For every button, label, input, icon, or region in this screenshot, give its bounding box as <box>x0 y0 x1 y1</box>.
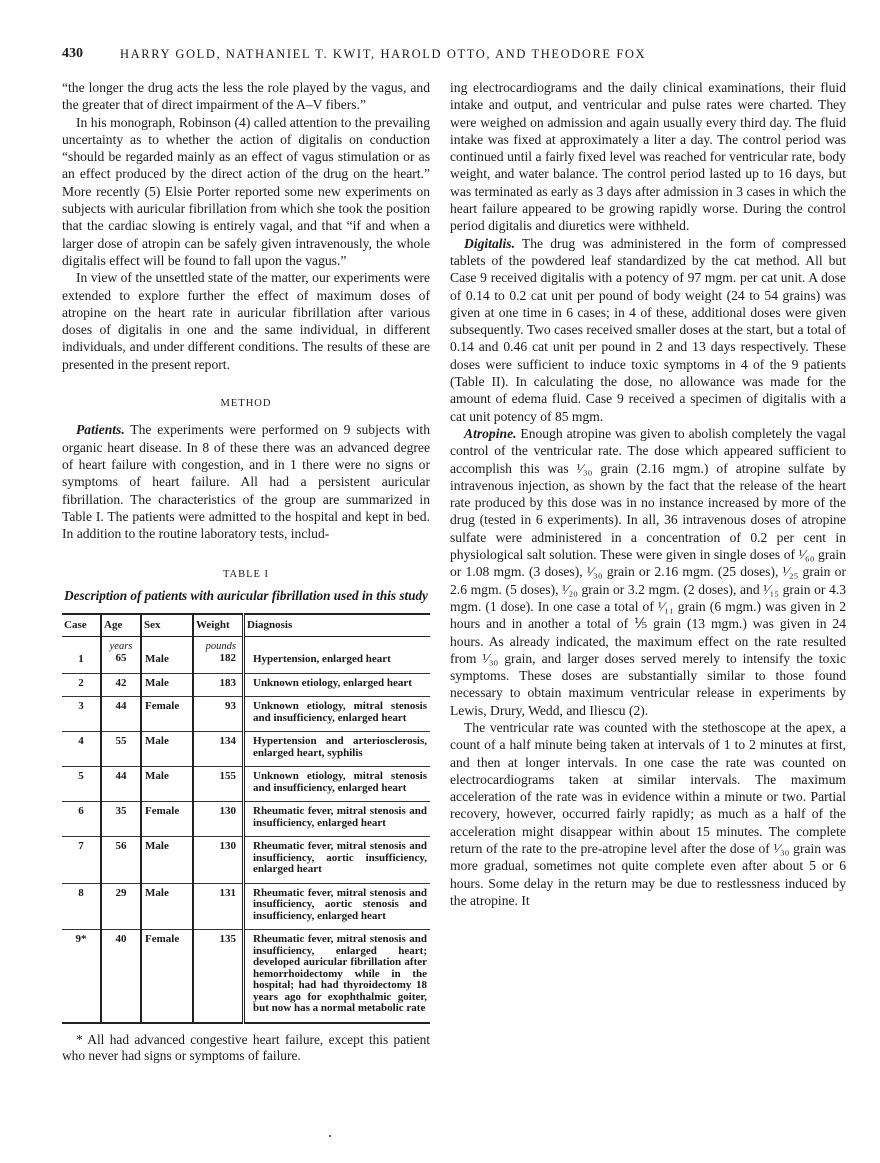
paragraph: The ventricular rate was counted with the stethoscope at the apex, a count of a half minute being taken at intervals of 1 to 2 minutes at first, and then at longer intervals. In one case the rate was counted on electrocardiograms taken at similar intervals. The maximum acceleration of the rate was in evidence within a minute or two. Partial recovery, however, occurred fairly rapidly; as much as a half of the acceleration might disappear within about 15 minutes. The complete return of the rate to the pre-atropine level after the dose of ¹⁄₃₀ grain was more gradual, sometimes not quite complete even after about 5 or 6 hours. Some delay in the return may be due to restlessness induced by the atropine. It <box>450 719 846 908</box>
cell-diagnosis <box>244 837 431 884</box>
paragraph-text: The experiments were performed on 9 subjects with organic heart disease. In 8 of these there was an advanced degree of heart failure with congestion, and in 1 there were no signs or symptoms of heart failure. All had a persistent auricular fibrillation. The characteristics of the group are summarized in Table I. The patients were admitted to the hospital and kept in bed. In addition to the routine laboratory tests, includ- <box>62 422 430 542</box>
column-header: Sex <box>141 614 193 637</box>
cell-text: Male <box>145 676 169 689</box>
cell-text: 135 <box>219 933 236 946</box>
cell-text: 29 <box>115 886 127 899</box>
table-row <box>62 732 430 767</box>
cell-text: 5 <box>78 770 84 783</box>
cell-weight <box>193 732 244 767</box>
cell-weight <box>193 837 244 884</box>
cell-text: 130 <box>219 805 236 818</box>
cell-text: 134 <box>219 735 236 748</box>
cell-text: 44 <box>115 700 127 713</box>
left-column <box>62 79 430 1064</box>
cell-text: Rheumatic fever, mitral stenosis and insufficiency, aortic insufficiency, enlarged heart <box>253 840 427 876</box>
cell-weight <box>193 767 244 802</box>
table-row <box>62 802 430 837</box>
cell-age <box>101 767 141 802</box>
cell-text: 155 <box>219 770 236 783</box>
cell-text: Unknown etiology, mitral stenosis and insufficiency, enlarged heart <box>253 770 427 794</box>
cell-text: Hypertension, enlarged heart <box>253 653 391 666</box>
cell-diagnosis <box>244 637 431 674</box>
cell-case <box>62 697 101 732</box>
section-heading-method: METHOD <box>220 398 272 410</box>
table-row <box>62 930 430 1023</box>
column-header: Age <box>101 614 141 637</box>
table-row <box>62 637 430 674</box>
paragraph: “the longer the drug acts the less the role played by the vagus, and the greater that of direct impairment of the A–V fibers.” <box>62 80 430 113</box>
cell-weight <box>193 637 244 674</box>
cell-text: Rheumatic fever, mitral stenosis and insufficiency, enlarged heart; developed auricular fibrillation after hemorrhoidectomy while in the hospital; had had thyroidectomy 18 years ago for exophthalmic goiter, but now has a normal metabolic rate <box>253 933 427 1015</box>
paragraph-patients <box>62 421 430 542</box>
paragraph: In his monograph, Robinson (4) called attention to the prevailing uncertainty as to whether the action of digitalis on conduction “should be regarded mainly as an effect of vagus stimulation or as an effect produced by the direct action of the drug on the heart.” More recently (5) Elsie Porter reported some new experiments on subjects with auricular fibrillation from which she took the position that the cardiac slowing is entirely vagal, and that “if and when a larger dose of atropin can be safely given intravenously, the whole digitalis effect will be found to fall upon the vagus.” <box>62 114 430 268</box>
cell-sex <box>141 732 193 767</box>
cell-case <box>62 637 101 674</box>
cell-text: Male <box>145 653 169 666</box>
cell-text: Male <box>145 840 169 853</box>
paragraph: ing electrocardiograms and the daily clinical examinations, their fluid intake and output, and ventricular and pulse rates were charted. They were weighed on admission and again usually every third day. The fluid intake was fixed at approximately a liter a day. The control period was continued until a fairly fixed level was reached for ventricular rate, body weight, and water balance. The control period lasted up to 16 days, but was terminated as early as 3 days after admission in 3 cases in which the heart failure appeared to be growing rapidly worse. During the control period digitalis and diuretics were withheld. <box>450 80 846 234</box>
cell-sex <box>141 837 193 884</box>
unit-label: years <box>109 641 133 653</box>
cell-age <box>101 673 141 697</box>
right-column <box>450 79 846 909</box>
column-header: Case <box>62 614 101 637</box>
table-row <box>62 883 430 930</box>
cell-text: Unknown etiology, mitral stenosis and insufficiency, enlarged heart <box>253 700 427 724</box>
cell-diagnosis <box>244 767 431 802</box>
cell-text: 183 <box>219 676 236 689</box>
paragraph: In view of the unsettled state of the matter, our experiments were extended to explore further the effect of maximum doses of atropine on the heart rate in auricular fibrillation after various doses of digitalis in one and the same individual, in different individuals, and under different conditions. The results of these are presented in the present report. <box>62 270 430 372</box>
column-header: Diagnosis <box>244 614 431 637</box>
cell-text: 35 <box>115 805 127 818</box>
cell-text: Female <box>145 933 180 946</box>
column-header: Weight <box>193 614 244 637</box>
cell-case <box>62 837 101 884</box>
paragraph-text: The drug was administered in the form of compressed tablets of the powdered leaf standardized by the cat method. All but Case 9 received digitalis with a potency of 97 mgm. per cat unit. A dose of 0.14 to 0.2 cat unit per pound of body weight (24 to 54 grains) was given at one time in 6 cases; in 4 of these, additional doses were given subsequently. Two cases received smaller doses at the start, but a total of 0.14 and 0.46 cat unit per pound in 2 and 13 days respectively. These doses were sufficient to induce toxic symptoms in 4 of the 9 patients (Table II). In calculating the dose, no allowance was made for the amount of edema fluid. Case 9 received a specimen of digitalis with a cat unit potency of 85 mgm. <box>450 235 846 424</box>
cell-text: Hypertension and arteriosclerosis, enlarged heart, syphilis <box>253 735 427 759</box>
cell-text: Male <box>145 886 169 899</box>
cell-sex <box>141 767 193 802</box>
cell-age <box>101 883 141 930</box>
cell-text: Male <box>145 735 169 748</box>
table-row <box>62 673 430 697</box>
cell-diagnosis <box>244 802 431 837</box>
table-footnote: * All had advanced congestive heart failure, except this patient who never had signs or symptoms of failure. <box>62 1031 430 1063</box>
cell-age <box>101 802 141 837</box>
cell-weight <box>193 883 244 930</box>
cell-text: 1 <box>78 653 84 666</box>
cell-text: Unknown etiology, enlarged heart <box>253 676 412 689</box>
cell-diagnosis <box>244 930 431 1023</box>
cell-text: 130 <box>219 840 236 853</box>
cell-text: 93 <box>225 700 236 713</box>
cell-case <box>62 883 101 930</box>
cell-text: 65 <box>115 651 127 664</box>
running-head: HARRY GOLD, NATHANIEL T. KWIT, HAROLD OTTO, AND THEODORE FOX <box>120 47 647 61</box>
cell-text: 55 <box>115 735 127 748</box>
paragraph-digitalis <box>450 235 846 425</box>
cell-text: 8 <box>78 886 84 899</box>
cell-text: 42 <box>115 676 127 689</box>
paragraph-atropine <box>450 425 846 719</box>
cell-text: 4 <box>78 735 84 748</box>
cell-text: Male <box>145 770 169 783</box>
cell-text: 7 <box>78 840 84 853</box>
cell-diagnosis <box>244 673 431 697</box>
cell-text: 40 <box>115 933 127 946</box>
run-in-heading: Atropine. <box>464 425 517 441</box>
cell-text: 44 <box>115 770 127 783</box>
cell-sex <box>141 673 193 697</box>
page-mark <box>329 1135 331 1137</box>
run-in-heading: Patients. <box>76 422 125 438</box>
cell-case <box>62 732 101 767</box>
cell-text: 6 <box>78 805 84 818</box>
cell-text: Rheumatic fever, mitral stenosis and insufficiency, enlarged heart <box>253 805 427 829</box>
cell-text: Female <box>145 805 180 818</box>
cell-sex <box>141 637 193 674</box>
cell-weight <box>193 930 244 1023</box>
table-row <box>62 837 430 884</box>
cell-text: 9* <box>75 933 87 946</box>
unit-label: pounds <box>205 641 236 653</box>
cell-sex <box>141 930 193 1023</box>
cell-sex <box>141 883 193 930</box>
cell-case <box>62 802 101 837</box>
cell-text: Female <box>145 700 180 713</box>
table-row <box>62 697 430 732</box>
cell-diagnosis <box>244 883 431 930</box>
cell-age <box>101 732 141 767</box>
cell-age <box>101 697 141 732</box>
cell-weight <box>193 802 244 837</box>
patient-table <box>62 613 430 1024</box>
cell-text: Rheumatic fever, mitral stenosis and insufficiency, aortic stenosis and insufficiency, enlarged heart <box>253 886 427 922</box>
cell-diagnosis <box>244 697 431 732</box>
cell-case <box>62 767 101 802</box>
table-label: TABLE I <box>222 569 270 581</box>
cell-text: 2 <box>78 676 84 689</box>
cell-diagnosis <box>244 732 431 767</box>
cell-age <box>101 637 141 674</box>
cell-age <box>101 837 141 884</box>
cell-case <box>62 673 101 697</box>
run-in-heading: Digitalis. <box>464 235 515 251</box>
cell-case <box>62 930 101 1023</box>
cell-text: 182 <box>219 651 236 664</box>
cell-text: 56 <box>115 840 127 853</box>
cell-sex <box>141 802 193 837</box>
cell-age <box>101 930 141 1023</box>
page-number: 430 <box>62 46 83 61</box>
table-caption: Description of patients with auricular fibrillation used in this study <box>64 587 428 603</box>
table-row <box>62 767 430 802</box>
cell-weight <box>193 673 244 697</box>
cell-text: 131 <box>219 886 236 899</box>
cell-sex <box>141 697 193 732</box>
paragraph-text: Enough atropine was given to abolish completely the vagal control of the ventricular rate. The dose which appeared sufficient to accomplish this was ¹⁄₃₀ grain (2.16 mgm.) of atropine sulfate by intravenous injection, as shown by the fact that the release of the heart rate produced by this dose was in no instance increased by more of the drug (tested in 6 experiments). In all, 36 intravenous doses of atropine sulfate were administered in a concentration of 0.2 per cent in physiological salt solution. These were given in single doses of ¹⁄₆₀ grain or 1.08 mgm. (3 doses), ¹⁄₃₀ grain or 2.16 mgm. (25 doses), ¹⁄₂₅ grain or 2.6 mgm. (5 doses), ¹⁄₂₀ grain or 3.2 mgm. (2 doses), and ¹⁄₁₅ grain or 4.3 mgm. (1 dose). In one case a total of ¹⁄₁₁ grain (6 mgm.) was given in 2 hours and in another a total of ⅕ grain (13 mgm.) was given in 24 hours. As already indicated, the maximum effect on the rate resulted from ¹⁄₃₀ grain, and larger doses served merely to intensify the toxic symptoms. These doses are substantially similar to those found necessary to obtain maximum ventricular release in experiments by Lewis, Drury, Wedd, and Iliescu (2). <box>450 425 846 718</box>
cell-weight <box>193 697 244 732</box>
cell-text: 3 <box>78 700 84 713</box>
